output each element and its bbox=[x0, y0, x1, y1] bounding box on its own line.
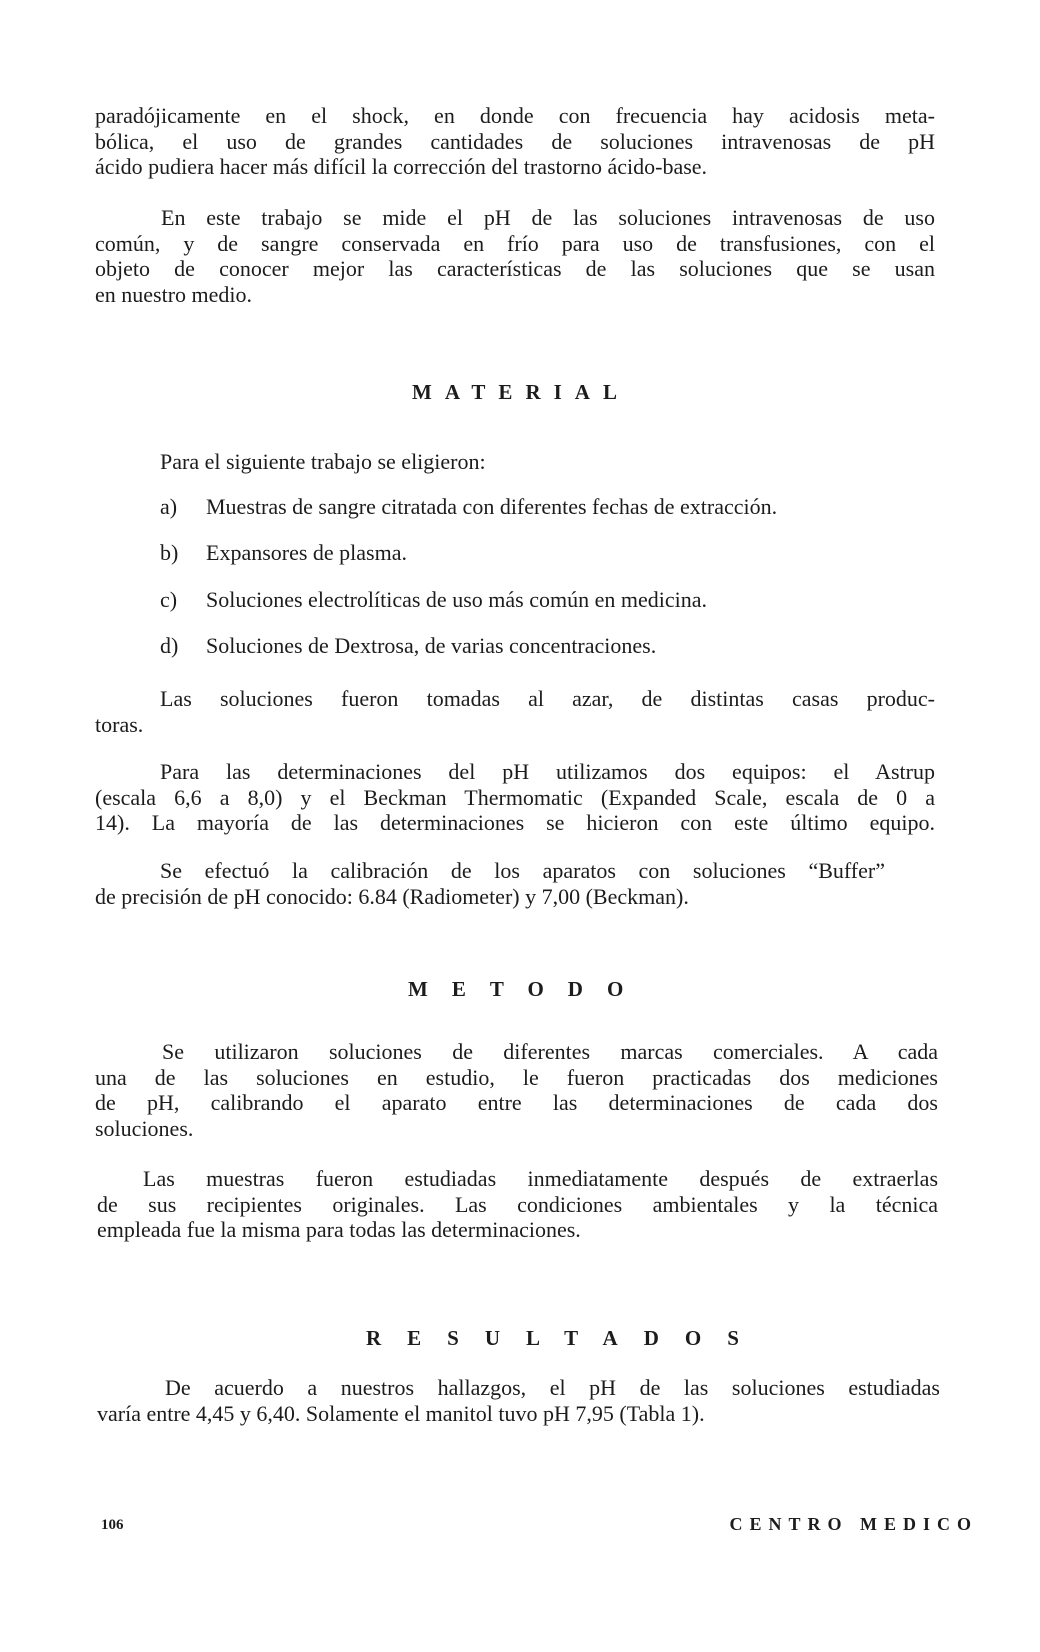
text-line: 14). La mayoría de las determinaciones se hicieron con este último equipo. bbox=[95, 810, 935, 835]
metodo-paragraph-2 bbox=[97, 1166, 938, 1243]
list-item-text: Muestras de sangre citratada con diferentes fechas de extracción. bbox=[206, 494, 778, 519]
text-line: Las muestras fueron estudiadas inmediatamente después de extraerlas bbox=[143, 1166, 938, 1191]
text-line: de precisión de pH conocido: 6.84 (Radiometer) y 7,00 (Beckman). bbox=[95, 883, 689, 909]
text-line: Para las determinaciones del pH utilizamos dos equipos: el Astrup bbox=[160, 759, 935, 784]
intro-paragraph-2 bbox=[95, 205, 935, 307]
material-lead: Para el siguiente trabajo se eligieron: bbox=[160, 449, 486, 474]
text-line: una de las soluciones en estudio, le fueron practicadas dos mediciones bbox=[95, 1064, 938, 1090]
text-line: paradójicamente en el shock, en donde con frecuencia hay acidosis meta- bbox=[95, 103, 935, 128]
text-line: bólica, el uso de grandes cantidades de soluciones intravenosas de pH bbox=[95, 128, 935, 154]
text-line: objeto de conocer mejor las características de las soluciones que se usan bbox=[95, 256, 935, 281]
text-line: empleada fue la misma para todas las determinaciones. bbox=[97, 1217, 581, 1242]
text-line: de sus recipientes originales. Las condiciones ambientales y la técnica bbox=[97, 1191, 938, 1217]
material-paragraph-equipos bbox=[95, 759, 935, 836]
list-item bbox=[160, 494, 777, 520]
material-paragraph-azar bbox=[95, 686, 935, 737]
list-marker: c) bbox=[160, 587, 178, 612]
text-line: De acuerdo a nuestros hallazgos, el pH de las soluciones estudiadas bbox=[165, 1375, 940, 1400]
text-line: toras. bbox=[95, 711, 144, 737]
metodo-paragraph-1 bbox=[95, 1039, 938, 1141]
list-item-text: Soluciones electrolíticas de uso más común en medicina. bbox=[206, 587, 707, 612]
list-item bbox=[160, 633, 656, 659]
section-heading-metodo: METODO bbox=[408, 977, 648, 1001]
text-line: En este trabajo se mide el pH de las soluciones intravenosas de uso bbox=[161, 205, 935, 230]
text-line: común, y de sangre conservada en frío para uso de transfusiones, con el bbox=[95, 230, 935, 256]
material-paragraph-calibracion bbox=[95, 858, 885, 909]
list-item-text: Soluciones de Dextrosa, de varias concentraciones. bbox=[206, 633, 657, 658]
text-line: ácido pudiera hacer más difícil la corrección del trastorno ácido-base. bbox=[95, 154, 708, 179]
resultados-paragraph-1 bbox=[97, 1375, 940, 1426]
text-line: en nuestro medio. bbox=[95, 281, 253, 307]
text-line: (escala 6,6 a 8,0) y el Beckman Thermomatic (Expanded Scale, escala de 0 a bbox=[95, 784, 935, 810]
text-line: Las soluciones fueron tomadas al azar, de distintas casas produc- bbox=[160, 686, 935, 711]
text-line: Se utilizaron soluciones de diferentes marcas comerciales. A cada bbox=[162, 1039, 938, 1064]
text-line: Se efectuó la calibración de los aparatos con soluciones “Buffer” bbox=[160, 858, 885, 883]
intro-paragraph-1 bbox=[95, 103, 935, 180]
list-marker: d) bbox=[160, 633, 179, 658]
text-line: de pH, calibrando el aparato entre las determinaciones de cada dos bbox=[95, 1090, 938, 1115]
text-line: varía entre 4,45 y 6,40. Solamente el manitol tuvo pH 7,95 (Tabla 1). bbox=[97, 1400, 705, 1426]
section-heading-resultados: RESULTADOS bbox=[366, 1326, 765, 1350]
text-line: soluciones. bbox=[95, 1115, 194, 1141]
list-item bbox=[160, 587, 707, 613]
section-heading-material: MATERIAL bbox=[412, 380, 630, 404]
list-item bbox=[160, 540, 407, 566]
list-item-text: Expansores de plasma. bbox=[206, 540, 407, 565]
list-marker: b) bbox=[160, 540, 179, 565]
journal-name: CENTRO MEDICO bbox=[729, 1514, 978, 1534]
page-number: 106 bbox=[101, 1517, 124, 1533]
list-marker: a) bbox=[160, 494, 178, 519]
